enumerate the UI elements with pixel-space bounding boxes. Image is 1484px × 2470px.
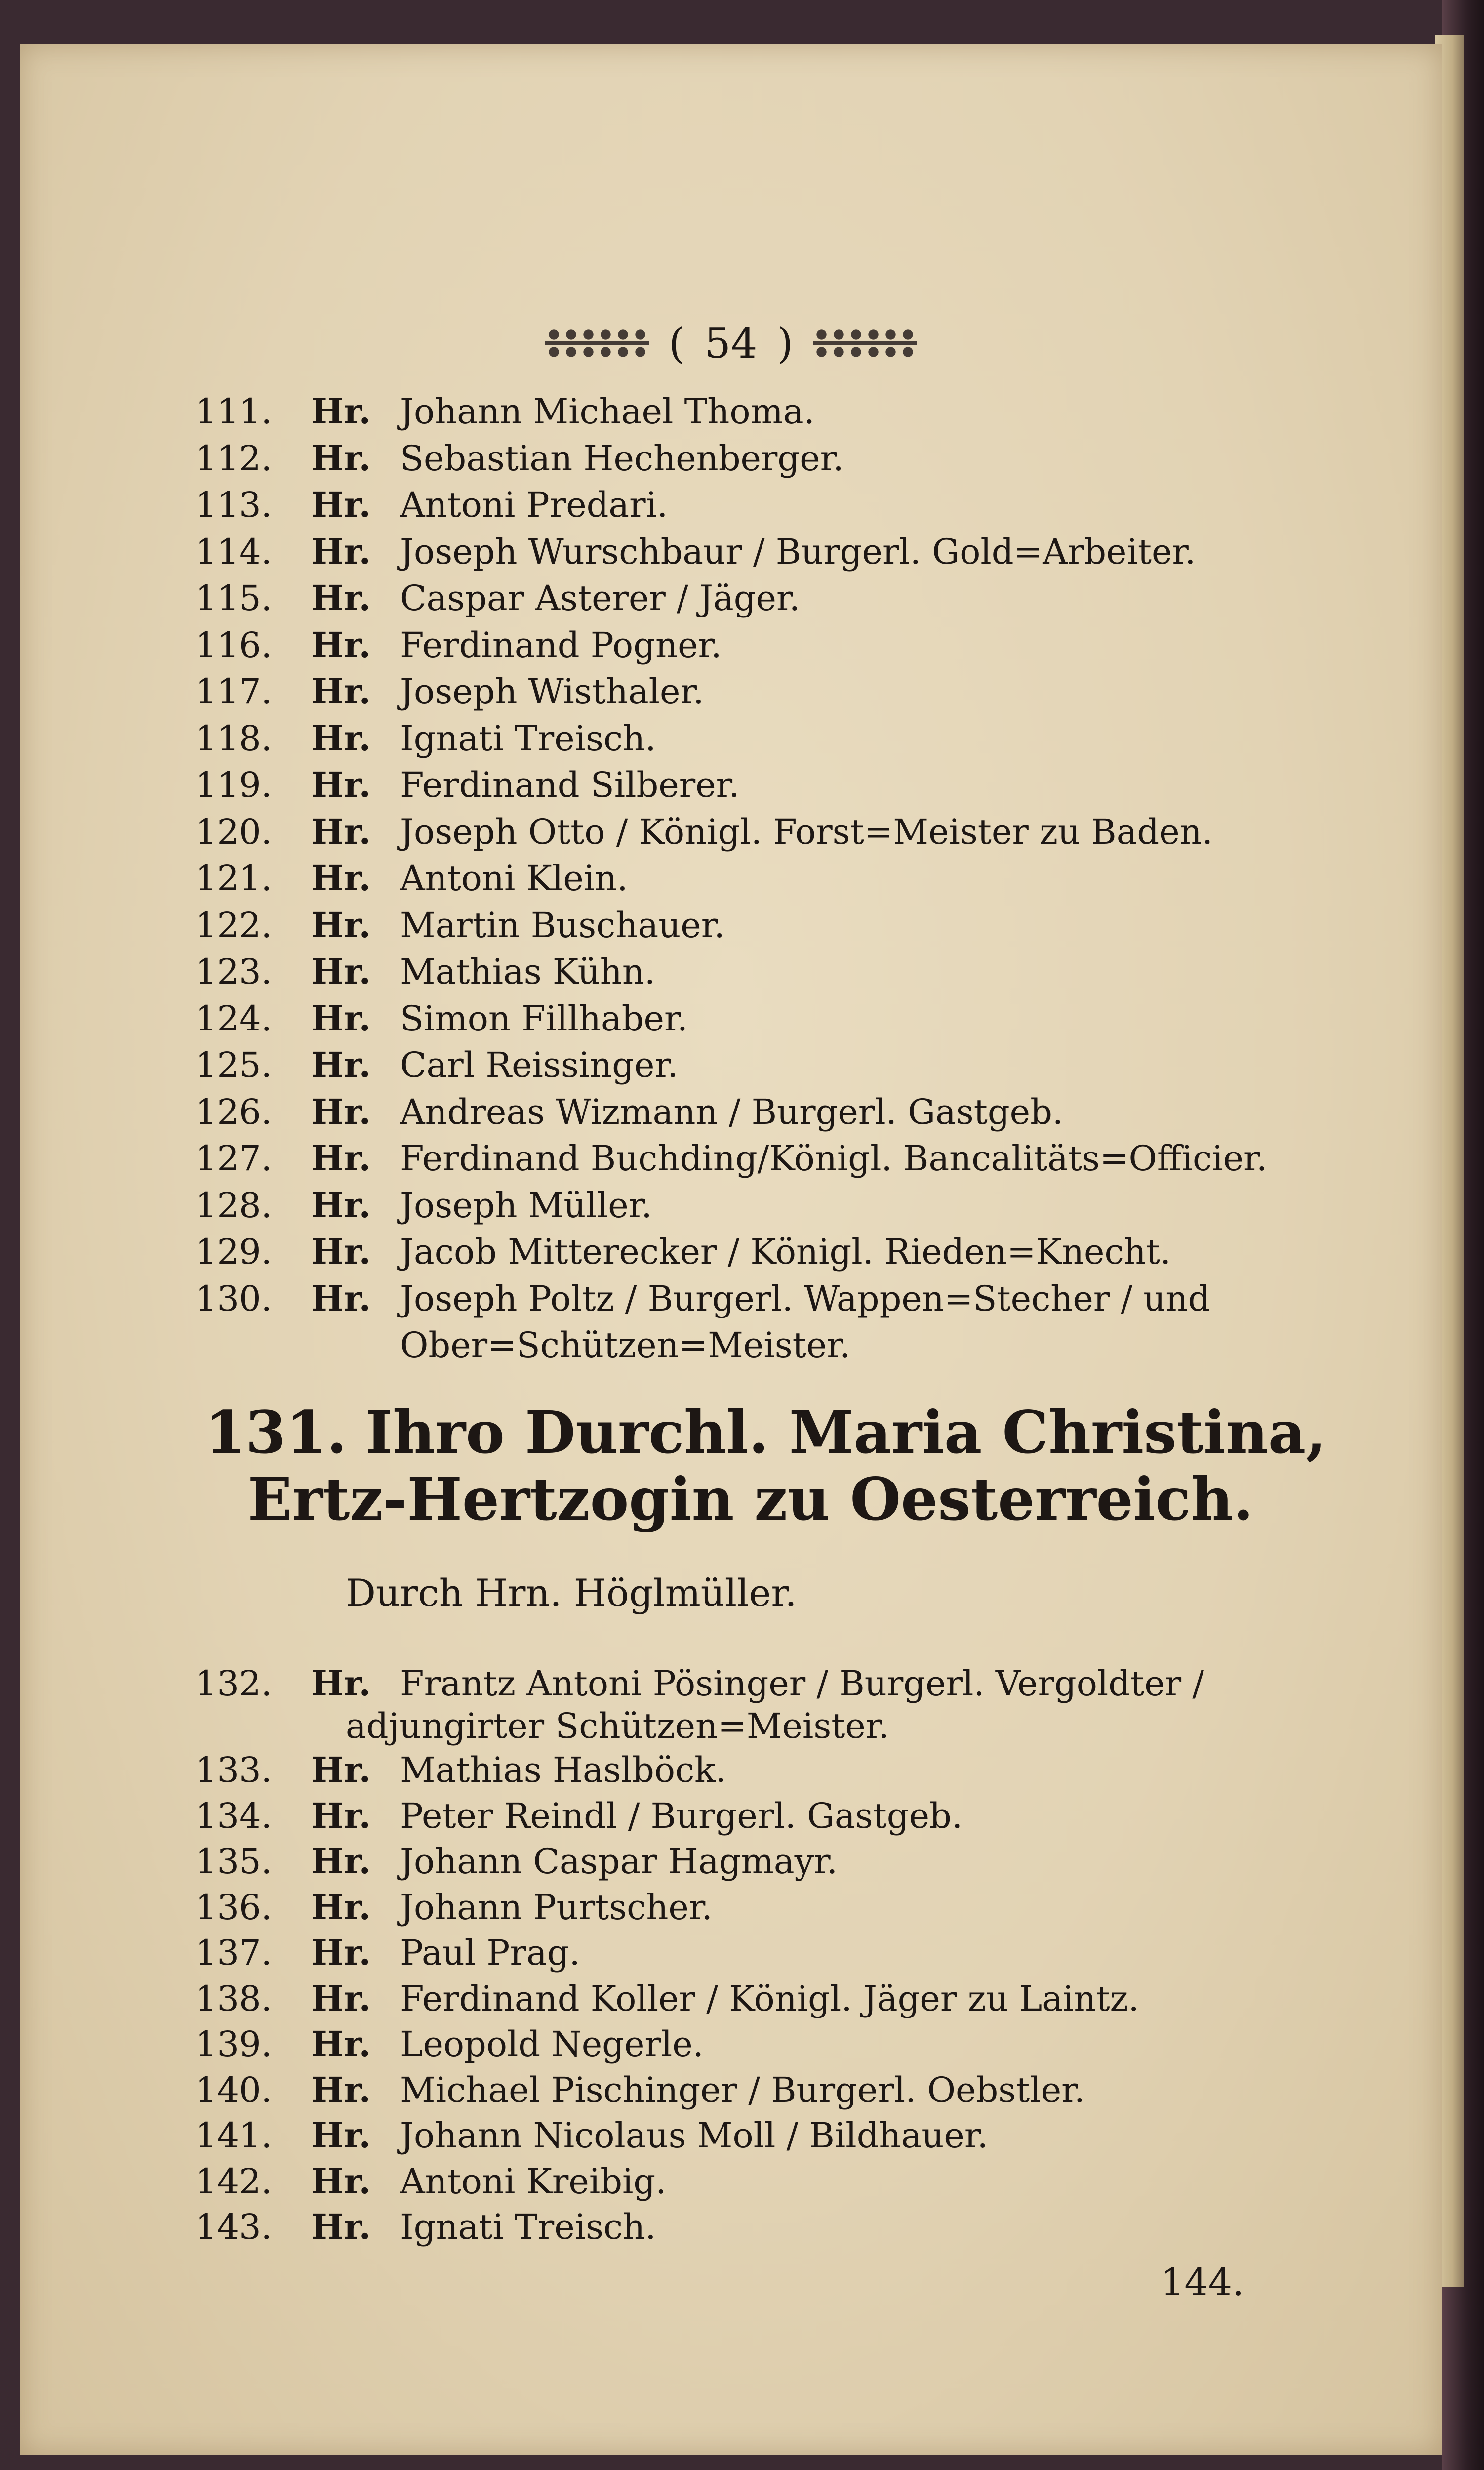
entry-name: Antoni Klein. (400, 858, 628, 899)
entry-number: 112. (195, 438, 272, 479)
book-page (20, 44, 1442, 2455)
entry-number: 127. (195, 1138, 272, 1179)
entry-name: Joseph Otto / Königl. Forst=Meister zu Baden. (400, 811, 1213, 852)
page-number-open-paren: ( (668, 319, 685, 368)
entry-name: Simon Fillhaber. (400, 998, 688, 1039)
entry-number: 133. (195, 1750, 272, 1790)
entry-name: Leopold Negerle. (400, 2024, 704, 2064)
entry-name: Ignati Treisch. (400, 2207, 656, 2247)
entry-name: Johann Caspar Hagmayr. (400, 1841, 838, 1882)
entry-number: 128. (195, 1185, 272, 1226)
entry-title: Hr. (311, 671, 371, 712)
entry-title: Hr. (311, 1663, 371, 1704)
entry-title: Hr. (311, 577, 371, 618)
page-header (20, 309, 1442, 378)
entry-title: Hr. (311, 904, 371, 946)
entry-number: 141. (195, 2115, 272, 2156)
entry-title: Hr. (311, 2160, 371, 2202)
entry-title: Hr. (311, 1184, 371, 1226)
entry-title: Hr. (311, 1932, 371, 1973)
entry-title: Hr. (311, 951, 371, 992)
entry-number: 123. (195, 951, 272, 992)
entry-title: Hr. (311, 391, 371, 432)
entry-number: 142. (195, 2161, 272, 2202)
entry-130-continuation: Ober=Schützen=Meister. (400, 1325, 851, 1365)
entry-title: Hr. (311, 437, 371, 479)
entry-name: Joseph Müller. (400, 1185, 652, 1226)
entry-name: Carl Reissinger. (400, 1045, 679, 1085)
entry-number: 111. (195, 391, 272, 432)
entry-name: Ferdinand Buchding/Königl. Bancalitäts=Officier. (400, 1138, 1268, 1179)
heading-title-line1: Ihro Durchl. Maria Christina, (365, 1398, 1326, 1467)
entry-name: Joseph Wurschbaur / Burgerl. Gold=Arbeiter. (400, 531, 1196, 572)
entry-title: Hr. (311, 858, 371, 899)
entry-title: Hr. (311, 764, 371, 805)
entry-title: Hr. (311, 997, 371, 1039)
entry-title: Hr. (311, 1138, 371, 1179)
heading-title-line2: Ertz-Hertzogin zu Oesterreich. (247, 1465, 1254, 1533)
entry-name: Johann Nicolaus Moll / Bildhauer. (400, 2115, 988, 2156)
entry-number: 130. (195, 1278, 272, 1319)
entry-name: Antoni Kreibig. (400, 2161, 667, 2202)
entry-title: Hr. (311, 811, 371, 852)
entry-number: 139. (195, 2024, 272, 2064)
entry-number: 117. (195, 671, 272, 712)
entry-title: Hr. (311, 1977, 371, 2019)
entry-title: Hr. (311, 1841, 371, 1882)
entry-name: Johann Purtscher. (400, 1887, 713, 1928)
left-ornament-icon (545, 326, 649, 361)
entry-name: Andreas Wizmann / Burgerl. Gastgeb. (400, 1091, 1064, 1132)
entry-name: Ferdinand Pogner. (400, 624, 722, 665)
entry-title: Hr. (311, 484, 371, 525)
entry-name: Johann Michael Thoma. (400, 391, 815, 432)
entry-number: 122. (195, 905, 272, 946)
entry-number: 113. (195, 485, 272, 525)
entry-title: Hr. (311, 1749, 371, 1790)
entry-name: Paul Prag. (400, 1933, 580, 1973)
entry-name: Ferdinand Silberer. (400, 765, 740, 805)
entry-number: 143. (195, 2207, 272, 2247)
entry-name: Frantz Antoni Pösinger / Burgerl. Vergoldter / (400, 1663, 1204, 1704)
entry-name: Jacob Mitterecker / Königl. Rieden=Knecht. (400, 1232, 1171, 1272)
page-number: 54 (704, 319, 758, 368)
entry-title: Hr. (311, 2206, 371, 2247)
entry-number: 129. (195, 1232, 272, 1272)
entry-number: 126. (195, 1091, 272, 1132)
entry-title: Hr. (311, 624, 371, 665)
entry-title: Hr. (311, 2069, 371, 2110)
entry-name: Joseph Poltz / Burgerl. Wappen=Stecher / und (400, 1278, 1210, 1319)
right-ornament-icon (813, 326, 917, 361)
entry-number: 119. (195, 765, 272, 805)
entry-title: Hr. (311, 1231, 371, 1272)
entry-number: 136. (195, 1887, 272, 1928)
page-number-close-paren: ) (777, 319, 794, 368)
entry-name: Ferdinand Koller / Königl. Jäger zu Laintz. (400, 1978, 1139, 2019)
entry-number: 137. (195, 1933, 272, 1973)
heading-through: Durch Hrn. Höglmüller. (346, 1571, 797, 1615)
entry-title: Hr. (311, 2023, 371, 2064)
entry-name: Caspar Asterer / Jäger. (400, 578, 800, 618)
entry-name: Joseph Wisthaler. (400, 671, 704, 712)
entry-number: 140. (195, 2069, 272, 2110)
entry-title: Hr. (311, 1277, 371, 1319)
entry-title: Hr. (311, 1795, 371, 1836)
entry-name: Antoni Predari. (400, 485, 668, 525)
entry-title: Hr. (311, 1044, 371, 1085)
entry-title: Hr. (311, 531, 371, 572)
entry-number: 114. (195, 531, 272, 572)
entry-132-continuation: adjungirter Schützen=Meister. (346, 1706, 889, 1746)
entry-name: Martin Buschauer. (400, 905, 725, 946)
entry-number: 135. (195, 1841, 272, 1882)
entry-number: 121. (195, 858, 272, 899)
heading-number: 131. (205, 1398, 347, 1467)
entry-title: Hr. (311, 717, 371, 759)
entry-title: Hr. (311, 1091, 371, 1132)
entry-number: 118. (195, 718, 272, 759)
entry-number: 116. (195, 624, 272, 665)
catchword: 144. (1161, 2260, 1244, 2304)
entry-number: 124. (195, 998, 272, 1039)
entry-title: Hr. (311, 2115, 371, 2156)
entry-number: 138. (195, 1978, 272, 2019)
entry-name: Sebastian Hechenberger. (400, 438, 844, 479)
entry-name: Peter Reindl / Burgerl. Gastgeb. (400, 1795, 963, 1836)
entry-number: 125. (195, 1045, 272, 1085)
entry-title: Hr. (311, 1886, 371, 1928)
entry-name: Mathias Kühn. (400, 951, 656, 992)
entry-number: 120. (195, 811, 272, 852)
entry-name: Michael Pischinger / Burgerl. Oebstler. (400, 2069, 1085, 2110)
entry-number: 115. (195, 578, 272, 618)
entry-number: 132. (195, 1663, 272, 1704)
entry-name: Mathias Haslböck. (400, 1750, 726, 1790)
entry-name: Ignati Treisch. (400, 718, 656, 759)
entry-number: 134. (195, 1795, 272, 1836)
